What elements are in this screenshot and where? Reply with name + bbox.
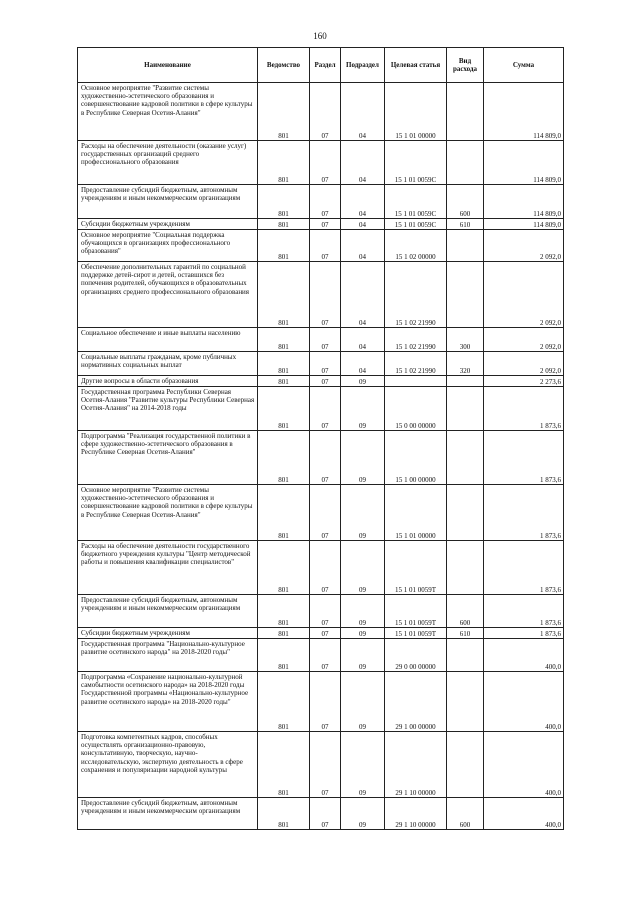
row-sum: 2 092,0: [484, 262, 564, 328]
row-target: 15 1 01 00000: [385, 83, 447, 141]
row-section: 07: [310, 798, 341, 830]
row-name: Расходы на обеспечение деятельности государственного бюджетного учреждения культуры "Центр методической работы и повышения квалификации специалистов": [78, 541, 258, 595]
row-sum: 1 873,6: [484, 595, 564, 628]
page-number: 160: [313, 31, 327, 41]
row-dept: 801: [258, 262, 310, 328]
row-sum: 2 092,0: [484, 328, 564, 352]
table-header-row: [78, 48, 564, 83]
row-section: 07: [310, 141, 341, 185]
row-section: 07: [310, 672, 341, 732]
header-sum: Сумма: [484, 48, 564, 83]
row-subsection: 04: [341, 262, 385, 328]
row-sum: 1 873,6: [484, 541, 564, 595]
header-subsection: Подраздел: [341, 48, 385, 83]
table-row: [78, 83, 564, 141]
row-target: 15 1 01 0059С: [385, 219, 447, 230]
row-dept: 801: [258, 595, 310, 628]
row-subsection: 09: [341, 485, 385, 541]
row-target: 15 1 02 21990: [385, 262, 447, 328]
row-target: 29 1 10 00000: [385, 732, 447, 798]
row-expense-type: [447, 387, 484, 431]
row-target: 15 0 00 00000: [385, 387, 447, 431]
row-sum: 400,0: [484, 732, 564, 798]
header-expense-type: Вид расхода: [447, 48, 484, 83]
table-row: [78, 141, 564, 185]
row-subsection: 09: [341, 595, 385, 628]
row-name: Субсидии бюджетным учреждениям: [78, 628, 258, 639]
row-subsection: 04: [341, 352, 385, 376]
row-target: 15 1 02 21990: [385, 328, 447, 352]
row-expense-type: [447, 639, 484, 672]
row-section: 07: [310, 541, 341, 595]
row-dept: 801: [258, 732, 310, 798]
row-name: Государственная программа "Национально-культурное развитие осетинского народа" на 2018-2020 годы": [78, 639, 258, 672]
row-name: Другие вопросы в области образования: [78, 376, 258, 387]
table-row: [78, 328, 564, 352]
row-target: 15 1 02 00000: [385, 230, 447, 262]
table-row: [78, 185, 564, 219]
table-row: [78, 628, 564, 639]
table-row: [78, 798, 564, 830]
row-target: 29 0 00 00000: [385, 639, 447, 672]
row-sum: 114 809,0: [484, 219, 564, 230]
row-section: 07: [310, 595, 341, 628]
row-target: 29 1 00 00000: [385, 672, 447, 732]
row-name: Основное мероприятие "Развитие системы художественно-эстетического образования и совершенствование кадровой политики в сфере культуры в Республике Северная Осетия-Алания": [78, 485, 258, 541]
table-row: [78, 639, 564, 672]
row-sum: 2 092,0: [484, 352, 564, 376]
row-name: Подпрограмма «Сохранение национально-культурной самобытности осетинского народа» на 2018-2020 годы Государственной программы «Национально-культурное развитие осетинского народа» на 2018-2020 годы": [78, 672, 258, 732]
table-row: [78, 219, 564, 230]
row-name: Предоставление субсидий бюджетным, автономным учреждениям и иным некоммерческим организациям: [78, 595, 258, 628]
row-expense-type: [447, 485, 484, 541]
row-expense-type: [447, 732, 484, 798]
row-expense-type: [447, 141, 484, 185]
table-row: [78, 732, 564, 798]
row-dept: 801: [258, 141, 310, 185]
row-expense-type: 610: [447, 219, 484, 230]
row-section: 07: [310, 628, 341, 639]
row-dept: 801: [258, 639, 310, 672]
row-target: 15 1 01 00000: [385, 485, 447, 541]
row-dept: 801: [258, 485, 310, 541]
row-subsection: 04: [341, 219, 385, 230]
row-section: 07: [310, 639, 341, 672]
table-row: [78, 352, 564, 376]
header-section: Раздел: [310, 48, 341, 83]
table-row: [78, 387, 564, 431]
row-section: 07: [310, 230, 341, 262]
row-dept: 801: [258, 387, 310, 431]
table-row: [78, 230, 564, 262]
row-name: Государственная программа Республики Северная Осетия-Алания "Развитие культуры Республики Северная Осетия-Алания" на 2014-2018 годы: [78, 387, 258, 431]
row-expense-type: 600: [447, 185, 484, 219]
row-sum: 114 809,0: [484, 141, 564, 185]
row-name: Субсидии бюджетным учреждениям: [78, 219, 258, 230]
row-sum: 400,0: [484, 798, 564, 830]
row-section: 07: [310, 485, 341, 541]
header-target: Целевая статья: [385, 48, 447, 83]
row-name: Подпрограмма "Реализация государственной политики в сфере художественно-эстетического образования в Республике Северная Осетия-Алания": [78, 431, 258, 485]
row-subsection: 04: [341, 185, 385, 219]
row-section: 07: [310, 328, 341, 352]
row-section: 07: [310, 83, 341, 141]
row-dept: 801: [258, 798, 310, 830]
row-sum: 1 873,6: [484, 387, 564, 431]
row-expense-type: 600: [447, 595, 484, 628]
row-subsection: 09: [341, 672, 385, 732]
row-name: Основное мероприятие "Развитие системы художественно-эстетического образования и совершенствование кадровой политики в сфере культуры в Республике Северная Осетия-Алания": [78, 83, 258, 141]
row-sum: 400,0: [484, 672, 564, 732]
row-dept: 801: [258, 230, 310, 262]
row-subsection: 09: [341, 376, 385, 387]
row-target: 29 1 10 00000: [385, 798, 447, 830]
row-section: 07: [310, 387, 341, 431]
header-name: Наименование: [78, 48, 258, 83]
row-sum: 2 092,0: [484, 230, 564, 262]
row-subsection: 04: [341, 83, 385, 141]
row-section: 07: [310, 262, 341, 328]
row-name: Расходы на обеспечение деятельности (оказание услуг) государственных организаций среднего профессионального образования: [78, 141, 258, 185]
row-section: 07: [310, 431, 341, 485]
table-row: [78, 672, 564, 732]
row-section: 07: [310, 352, 341, 376]
row-expense-type: 600: [447, 798, 484, 830]
budget-table: [77, 47, 564, 830]
row-subsection: 09: [341, 387, 385, 431]
row-target: [385, 376, 447, 387]
row-expense-type: 610: [447, 628, 484, 639]
row-dept: 801: [258, 328, 310, 352]
row-expense-type: [447, 262, 484, 328]
table-body: [78, 83, 564, 830]
row-subsection: 04: [341, 328, 385, 352]
row-subsection: 04: [341, 141, 385, 185]
table-row: [78, 485, 564, 541]
row-dept: 801: [258, 185, 310, 219]
table-row: [78, 431, 564, 485]
row-name: Предоставление субсидий бюджетным, автономным учреждениям и иным некоммерческим организациям: [78, 798, 258, 830]
row-name: Подготовка компетентных кадров, способных осуществлять организационно-правовую, консультативную, творческую, научно-исследовательскую, экспертную деятельность в сфере сохранения и популяризации народной культуры: [78, 732, 258, 798]
header-dept: Ведомство: [258, 48, 310, 83]
row-dept: 801: [258, 376, 310, 387]
row-section: 07: [310, 376, 341, 387]
row-expense-type: [447, 431, 484, 485]
row-subsection: 09: [341, 798, 385, 830]
row-dept: 801: [258, 219, 310, 230]
row-name: Основное мероприятие "Социальная поддержка обучающихся в организациях профессионального образования": [78, 230, 258, 262]
row-sum: 2 273,6: [484, 376, 564, 387]
row-sum: 1 873,6: [484, 628, 564, 639]
row-subsection: 09: [341, 732, 385, 798]
row-expense-type: 300: [447, 328, 484, 352]
row-expense-type: [447, 230, 484, 262]
row-target: 15 1 01 0059Т: [385, 541, 447, 595]
row-name: Обеспечение дополнительных гарантий по социальной поддержке детей-сирот и детей, оставшихся без попечения родителей, обучающихся в образовательных организациях среднего профессионального образования: [78, 262, 258, 328]
row-dept: 801: [258, 672, 310, 732]
row-target: 15 1 01 0059Т: [385, 595, 447, 628]
table-row: [78, 541, 564, 595]
row-target: 15 1 00 00000: [385, 431, 447, 485]
row-subsection: 09: [341, 628, 385, 639]
row-dept: 801: [258, 83, 310, 141]
row-expense-type: [447, 83, 484, 141]
row-name: Предоставление субсидий бюджетным, автономным учреждениям и иным некоммерческим организациям: [78, 185, 258, 219]
row-section: 07: [310, 219, 341, 230]
row-expense-type: 320: [447, 352, 484, 376]
row-dept: 801: [258, 431, 310, 485]
row-subsection: 09: [341, 431, 385, 485]
row-sum: 114 809,0: [484, 185, 564, 219]
row-section: 07: [310, 185, 341, 219]
row-sum: 114 809,0: [484, 83, 564, 141]
row-dept: 801: [258, 628, 310, 639]
row-name: Социальные выплаты гражданам, кроме публичных нормативных социальных выплат: [78, 352, 258, 376]
row-target: 15 1 01 0059Т: [385, 628, 447, 639]
row-subsection: 04: [341, 230, 385, 262]
row-section: 07: [310, 732, 341, 798]
row-name: Социальное обеспечение и иные выплаты населению: [78, 328, 258, 352]
row-target: 15 1 02 21990: [385, 352, 447, 376]
row-target: 15 1 01 0059С: [385, 185, 447, 219]
table-row: [78, 262, 564, 328]
row-sum: 1 873,6: [484, 431, 564, 485]
row-expense-type: [447, 376, 484, 387]
row-expense-type: [447, 541, 484, 595]
row-sum: 1 873,6: [484, 485, 564, 541]
row-sum: 400,0: [484, 639, 564, 672]
row-dept: 801: [258, 541, 310, 595]
row-expense-type: [447, 672, 484, 732]
row-dept: 801: [258, 352, 310, 376]
table-row: [78, 376, 564, 387]
row-subsection: 09: [341, 541, 385, 595]
row-target: 15 1 01 0059С: [385, 141, 447, 185]
table-row: [78, 595, 564, 628]
row-subsection: 09: [341, 639, 385, 672]
